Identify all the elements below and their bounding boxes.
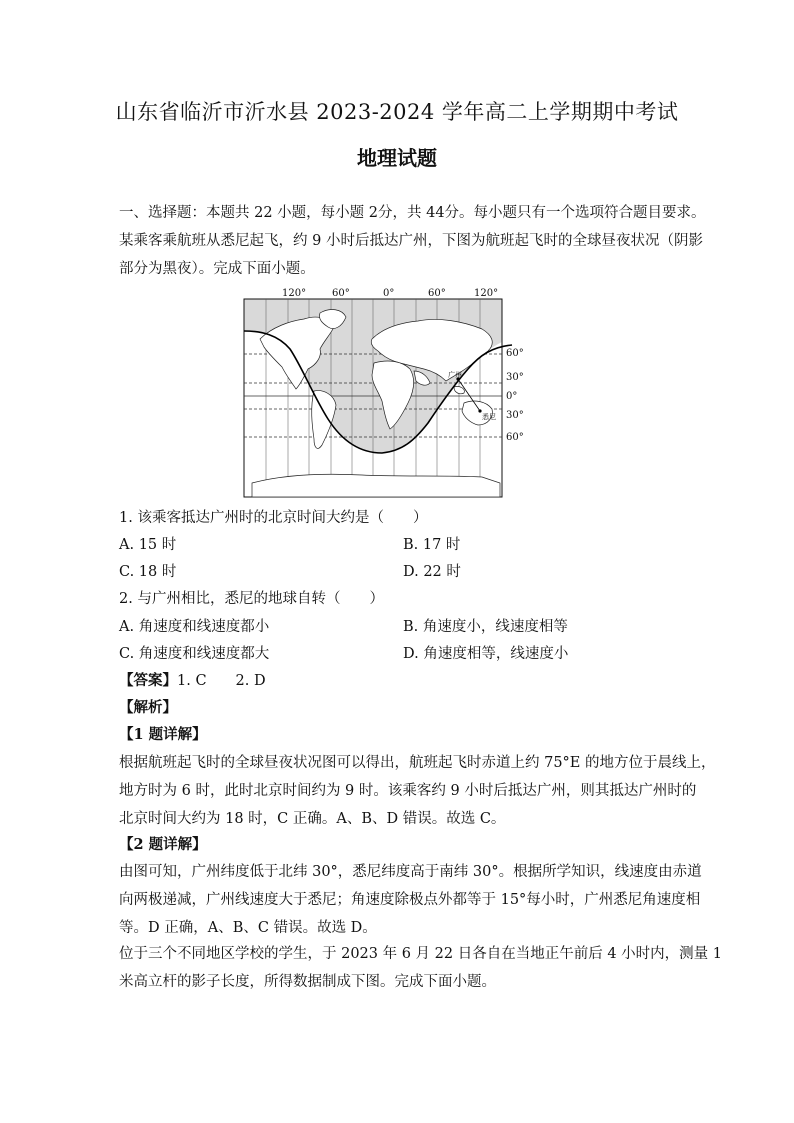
lon-label-0: 0° [383,288,395,299]
guangzhou-label: 广州 [448,371,462,379]
lat-label-60n: 60° [506,348,524,359]
section-instructions: 一、选择题：本题共 22 小题，每小题 2分，共 44分。每小题只有一个选项符合题目要求。 [119,205,706,221]
next-context-line2: 米高立杆的影子长度，所得数据制成下图。完成下面小题。 [119,974,496,990]
lat-label-30n: 30° [506,372,524,383]
page-title: 山东省临沂市沂水县 2023-2024 学年高二上学期期中考试 [115,100,679,124]
question-2-option-d: D. 角速度相等，线速度小 [403,646,569,662]
lat-label-0: 0° [506,391,518,402]
lon-label-60w: 60° [332,288,350,299]
question-context-line2: 部分为黑夜）。完成下面小题。 [119,261,315,277]
lon-label-120e: 120° [474,288,499,299]
q1-analysis-line2: 地方时为 6 时，此时北京时间约为 9 时。该乘客约 9 小时后抵达广州，则其抵达广州时的 [119,783,697,799]
answer-line [119,671,266,691]
analysis-tag: 【解析】 [119,699,177,716]
q1-analysis-line3: 北京时间大约为 18 时，C 正确。A、B、D 错误。故选 C。 [119,811,506,827]
question-2-option-a: A. 角速度和线速度都小 [119,619,270,635]
lon-label-120w: 120° [282,288,307,299]
q1-analysis-line1: 根据航班起飞时的全球昼夜状况图可以得出，航班起飞时赤道上约 75°E 的地方位于晨线上， [119,755,716,771]
lon-label-60e: 60° [428,288,446,299]
world-day-night-map [242,287,555,499]
question-context-line1: 某乘客乘航班从悉尼起飞，约 9 小时后抵达广州，下图为航班起飞时的全球昼夜状况（阴影 [119,233,703,249]
question-2-option-b: B. 角速度小，线速度相等 [403,619,568,635]
q2-analysis-line2: 向两极递减，广州线速度大于悉尼；角速度除极点外都等于 15°每小时，广州悉尼角速度相 [119,892,701,908]
question-2-stem: 2. 与广州相比，悉尼的地球自转（ ） [119,591,384,607]
question-1-option-c: C. 18 时 [119,564,177,580]
question-2-option-c: C. 角速度和线速度都大 [119,646,270,662]
sydney-label: 悉尼 [482,413,496,421]
question-1-option-b: B. 17 时 [403,537,461,553]
answer-text: 1. C 2. D [177,673,266,689]
map-frame [244,299,512,497]
question-1-stem: 1. 该乘客抵达广州时的北京时间大约是（ ） [119,510,428,526]
q2-analysis-line1: 由图可知，广州纬度低于北纬 30°，悉尼纬度高于南纬 30°。根据所学知识，线速度由赤道 [119,864,702,880]
lat-label-60s: 60° [506,432,524,443]
q2-analysis-line3: 等。D 正确，A、B、C 错误。故选 D。 [119,920,377,936]
lat-label-30s: 30° [506,410,524,421]
q2-analysis-tag: 【2 题详解】 [119,836,207,853]
next-context-line1: 位于三个不同地区学校的学生，于 2023 年 6 月 22 日各自在当地正午前后 4 小时内，测量 1 [119,946,723,962]
question-1-option-a: A. 15 时 [119,537,177,553]
answer-tag: 【答案】 [119,672,177,689]
question-1-option-d: D. 22 时 [403,564,461,580]
page-subtitle: 地理试题 [357,146,437,170]
q1-analysis-tag: 【1 题详解】 [119,726,207,743]
